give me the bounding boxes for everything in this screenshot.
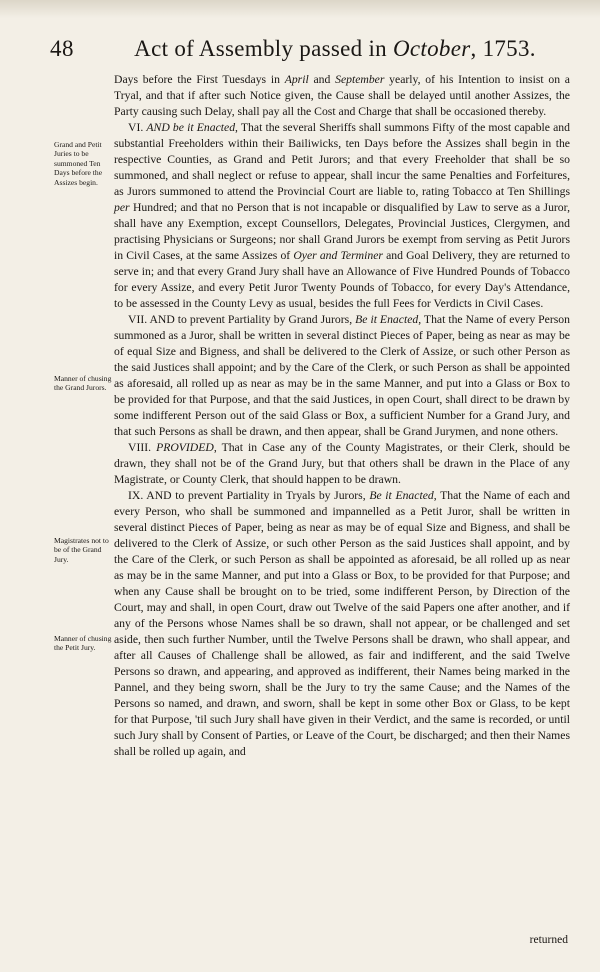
text-run: per (114, 201, 130, 214)
text-run: AND be it Enacted (146, 121, 236, 134)
paragraph-section-8 (114, 440, 570, 488)
paragraph-section-7 (114, 312, 570, 440)
margin-note-magistrates: Magistrates not to be of the Grand Jury. (54, 536, 109, 564)
text-run: Be it Enacted (369, 489, 434, 502)
text-run: IX. AND to prevent Partiality in Tryals by Jurors, (128, 489, 370, 502)
page-number: 48 (50, 36, 74, 61)
text-run: , That in Case any of the County Magistrates, or their Clerk, should be drawn, they shall not be of the Grand Jury, but that others shall be drawn in the Place of any Magistrate, or County Clerk, that should happen to be drawn. (114, 441, 570, 486)
text-run: April (284, 73, 309, 86)
text-run: Days before the First Tuesdays in (114, 73, 285, 86)
paragraph-continuation (114, 72, 570, 120)
text-run: Be it Enacted (355, 313, 419, 326)
catchword: returned (529, 934, 568, 946)
text-run: yearly, of his Intention to insist on a Tryal, and that if after such Notice given, the Cause shall be delayed until another Assizes, the Party causing such Delay, shall pay all the Cost and Charge that shall be occasioned thereby. (114, 73, 570, 118)
text-run: VII. AND to prevent Partiality by Grand Jurors, (128, 313, 356, 326)
text-run: and Goal Delivery, they are returned to serve in; and that every Grand Jury shall have an Allowance of Five Hundred Pounds of Tobacco for every Assize, and every Petit Juror Twenty Pounds of Tobacco, for every Day's Attendance, to be assessed in the County Levy as usual, besides the full Fees for Verdicts in Civil Cases. (114, 249, 570, 310)
text-run: and (308, 73, 336, 86)
text-run: Oyer and Terminer (293, 249, 383, 262)
page-edge-shadow (0, 0, 600, 18)
text-run: September (335, 73, 385, 86)
running-head-month: October (393, 36, 471, 61)
text-run: Hundred; and that no Person that is not incapable or disqualified by Law to serve as a Juror, shall have any Exemption, except Counsellors, Delegates, Provincial Justices, Clergymen, and practising Physicians or Surgeons; nor shall Grand Jurors be exempt from serving as Petit Jurors in Civil Cases, at the same Assizes of (114, 201, 570, 262)
paragraph-section-9 (114, 488, 570, 760)
running-head (100, 36, 570, 62)
body-text (114, 72, 570, 760)
text-run: , That the Name of every Person summoned as a Juror, shall be written in several distinct Pieces of Paper, being as near as may be of equal Size and Bigness, and shall be delivered to the Clerk of Assize, or such other Person as the said Justices shall appoint; and by the Care of the Clerk, or such Person as shall be appointed as aforesaid, all rolled up as near as may be in the same Manner, and put into a Glass or Box to be provided for that Purpose, and that the said Justices, in open Court, shall direct to be drawn by some indifferent Person out of the said Glass or Box, a sufficient Number for a Grand Jury, and that such Persons as shall be drawn, and then appear, shall be Grand Jurymen, and none others. (114, 313, 570, 438)
margin-note-petit-jury: Manner of chusing the Petit Jury. (54, 634, 112, 653)
margin-note-grand-jurors: Manner of chusing the Grand Jurors. (54, 374, 112, 393)
running-head-part2: , 1753. (470, 36, 536, 61)
text-run: PROVIDED (156, 441, 214, 454)
running-head-part1: Act of Assembly passed in (134, 36, 394, 61)
text-run: , That the several Sheriffs shall summons Fifty of the most capable and substantial Freeholders within their Bailiwicks, ten Days before the Assizes shall begin in the respective Counties, as Grand and Petit Jurors; and that every Freeholder that shall be so summoned, and shall neglect or refuse to appear, shall incur the same Penalties and Forfeitures, as Jurors summoned to attend the Provincial Court are liable to, rating Tobacco at Ten Shillings (114, 121, 570, 198)
text-run: VI. (128, 121, 147, 134)
text-run: , That the Name of each and every Person, who shall be summoned and impannelled as a Petit Juror, shall be written in several distinct Pieces of Paper, being as near as may be of equal Size and Bigness, and shall be delivered to the Clerk of Assize, or such other Person as the said Justices shall appoint, and by the Care of the Clerk, or such Person as shall be appointed as aforesaid, be all rolled up as near as may be in the same Manner, and put into a Glass or Box, to be provided for that Purpose; and when any Cause shall be brought on to be tried, some indifferent Person, by Direction of the Court, may and shall, in open Court, draw out Twelve of the said Papers one after another, and if any of the Persons whose Names shall be so drawn, shall not appear, or be challenged and set aside, then such further Number, until the Twelve Persons shall be drawn, who shall appear, and after all Causes of Challenge shall be allowed, as fair and indifferent, and the said Twelve Persons so drawn, and appearing, and approved as indifferent, their Names being marked in the Pannel, and they being sworn, shall be the Jury to try the same Cause; and the Names of the Persons so named, and drawn, and sworn, shall be kept in some other Box or Glass, to be kept for that Purpose, 'til such Jury shall have given in their Verdict, and the same is recorded, or until such Jury shall by Consent of Parties, or Leave of the Court, be discharged; and then their Names shall be rolled up again, and (114, 489, 570, 758)
paragraph-section-6 (114, 120, 570, 312)
text-run: VIII. (128, 441, 157, 454)
margin-note-summons: Grand and Petit Juries to be summoned Ten Days before the Assizes begin. (54, 140, 103, 187)
